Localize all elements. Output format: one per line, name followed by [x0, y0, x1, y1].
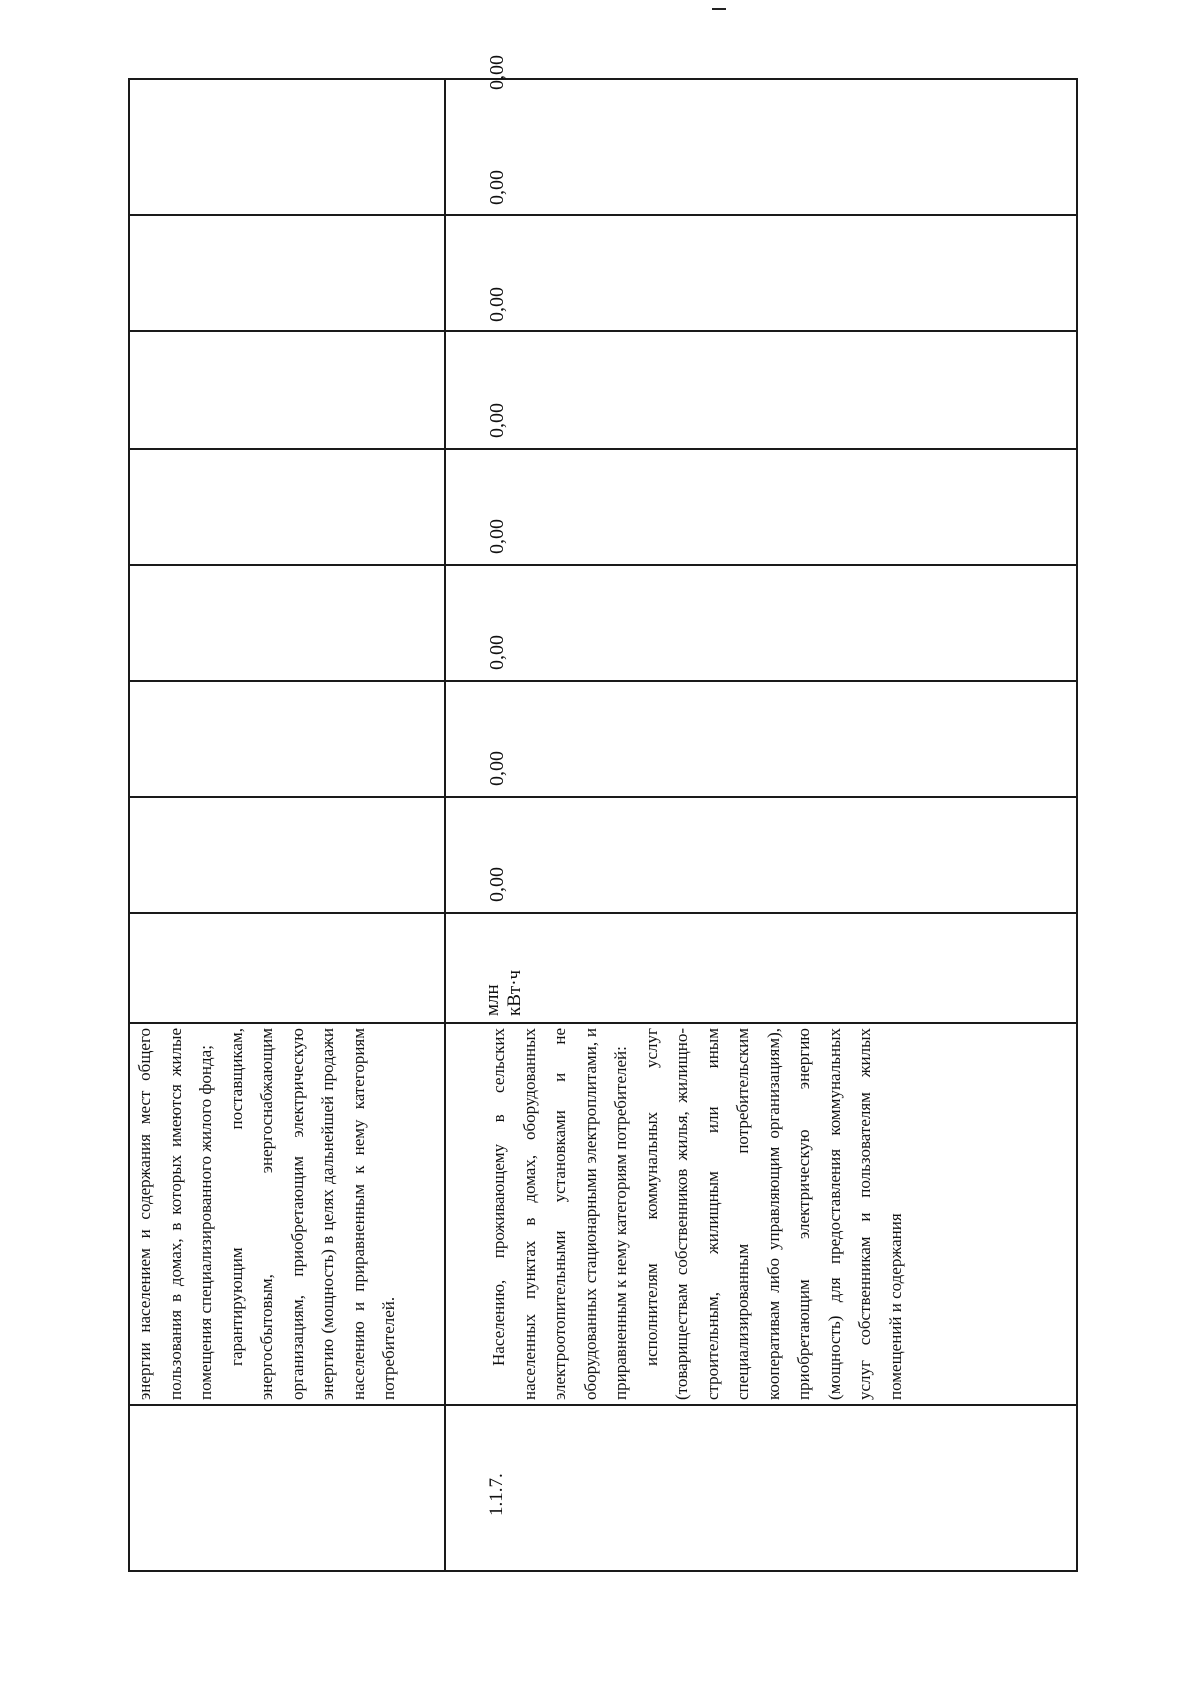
column-divider-value	[128, 448, 1078, 450]
column-divider-value	[128, 564, 1078, 566]
row-117-description	[484, 1028, 911, 1400]
row-top-description	[130, 1028, 405, 1400]
value-cell-6: 0,00	[486, 287, 508, 322]
row-117-unit	[482, 920, 526, 1016]
row-top-paragraph-2: гарантирующим поставщикам, энергосбытовым, энергоснабжающим организациям, приобретающим электрическую энергию (мощность) в целях дальнейшей продажи населению и приравненным к нему категориям потребителей.	[226, 1028, 398, 1400]
row-117-paragraph-1: Населению, проживающему в сельских населенных пунктах в домах, оборудованных электроотопительными установками и не оборудованных стационарными электроплитами, и приравненным к нему категориям потребителей:	[489, 1028, 630, 1400]
row-divider	[444, 78, 446, 1572]
row-top-paragraph-1: энергии населением и содержания мест общего пользования в домах, в которых имеются жилые помещения специализированного жилого фонда;	[135, 1028, 215, 1400]
column-divider-value	[128, 796, 1078, 798]
value-cell-2: 0,00	[486, 751, 508, 786]
value-cell-7: 0,00	[486, 170, 508, 205]
column-divider-description	[128, 1022, 1078, 1024]
value-cell-3: 0,00	[486, 635, 508, 670]
column-divider-unit	[128, 912, 1078, 914]
column-divider-value	[128, 214, 1078, 216]
column-divider-value	[128, 680, 1078, 682]
row-117-number: 1.1.7.	[486, 1473, 507, 1516]
column-divider-value	[128, 330, 1078, 332]
value-cell-1: 0,00	[486, 867, 508, 902]
value-cell-8: 0,00	[486, 55, 508, 90]
row-117-paragraph-2: исполнителям коммунальных услуг (товариществам собственников жилья, жилищно-строительным, жилищным или иным специализированным потребительским кооперативам либо управляющим организациям), приобретающим электрическую энергию (мощность) для предоставления коммунальных услуг собственникам и пользователям жилых помещений и содержания	[641, 1028, 905, 1400]
column-divider-number	[128, 1404, 1078, 1406]
value-cell-4: 0,00	[486, 519, 508, 554]
unit-line-2: кВт·ч	[504, 969, 525, 1016]
value-cell-5: 0,00	[486, 403, 508, 438]
unit-line-1: млн	[482, 984, 503, 1016]
page-number-mark	[712, 8, 726, 10]
